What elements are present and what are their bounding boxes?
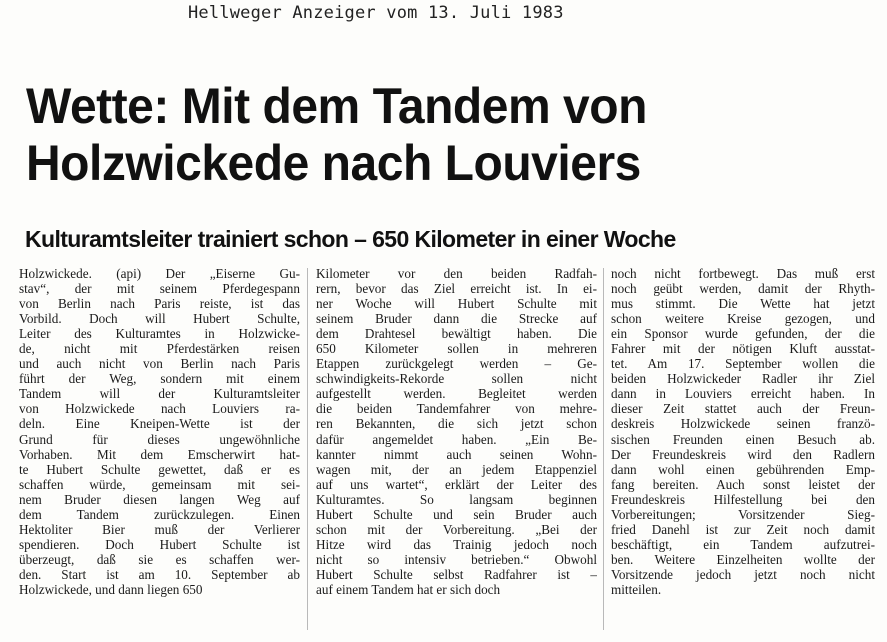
article-line: Hitze wird das Trainig jedoch noch [316,536,597,552]
article-line: seinem Bruder dann die Strecke auf [316,311,597,327]
article-line: schaffen würde, gemeinsam mit sei- [19,476,300,492]
article-column-1 [19,266,300,597]
source-caption: Hellweger Anzeiger vom 13. Juli 1983 [188,3,564,23]
article-line: Fahrer mit der nötigen Kluft ausstat- [611,341,875,357]
article-line: Vorbereitungen; Vorsitzender Sieg- [611,506,875,522]
article-line: fang bereiten. Auch sonst leistet der [611,476,875,492]
article-line: nicht so intensiv betrieben.“ Obwohl [316,551,597,567]
article-line: auf einem Tandem hat er sich doch [316,581,501,597]
article-line: Vorhaben. Mit dem Emscherwirt hat- [19,446,300,462]
article-line: von Holzwickede nach Louviers ra- [19,401,300,417]
article-line: Kulturamtes. So langsam beginnen [316,491,597,507]
article-line: Hektoliter Bier muß der Verlierer [19,521,300,537]
headline-line: Wette: Mit dem Tandem von [26,78,647,134]
article-line: Holzwickede. (api) Der „Eiserne Gu- [19,266,300,281]
article-line: sischen Freunden einen Besuch ab. [611,431,875,447]
article-line: Kilometer vor den beiden Radfah- [316,266,597,281]
article-line: schwindigkeits-Rekorde sollen nicht [316,371,597,387]
article-line: dem Drahtesel bewältigt haben. Die [316,326,597,342]
article-line: dann in Louviers erreicht haben. In [611,386,875,402]
article-line: mus stimmt. Die Wette hat jetzt [611,296,875,312]
article-line: stav“, der mit seinem Pferdegespann [19,281,300,297]
article-line: tet. Am 17. September wollen die [611,356,875,372]
article-line: auf uns wartet“, erklärt der Leiter des [316,476,597,492]
article-line: die beiden Tandemfahrer von mehre- [316,401,597,417]
article-line: mitteilen. [611,581,662,597]
headline [26,78,842,192]
article-line: Freundeskreis Hilfestellung bei den [611,491,875,507]
article-line: Hubert Schulte und sein Bruder auch [316,506,597,522]
article-line: kannter nimmt auch seinen Wohn- [316,446,597,462]
article-line: ner Woche will Hubert Schulte mit [316,296,597,312]
article-line: aufgestellt werden. Begleitet werden [316,386,597,402]
article-line: te Hubert Schulte gewettet, daß er es [19,461,300,477]
article-line: Tandem will der Kulturamtsleiter [19,386,300,402]
article-line: Grund für dieses ungewöhnliche [19,431,300,447]
article-line: Holzwickede, und dann liegen 650 [19,581,203,597]
article-line: nem Bruder diesen langen Weg auf [19,491,300,507]
article-line: ben. Weitere Einzelheiten wollte der [611,551,875,567]
article-line: von Berlin nach Paris reiste, ist das [19,296,300,312]
article-line: Etappen zurückgelegt werden – Ge- [316,356,597,372]
article-line: deln. Eine Kneipen-Wette ist der [19,416,300,432]
article-line: schon weitere Kreise gezogen, und [611,311,875,327]
headline-line: Holzwickede nach Louviers [26,135,641,191]
article-line: noch nicht fortbewegt. Das muß erst [611,266,875,281]
column-divider [603,268,604,630]
article-line: Vorbild. Doch will Hubert Schulte, [19,311,300,327]
article-line: ren Bekannten, die sich jetzt schon [316,416,597,432]
article-column-2 [316,266,597,597]
column-divider [307,268,308,630]
article-column-3 [611,266,875,597]
article-line: überzeugt, daß sie es schaffen wer- [19,551,300,567]
article-line: ein Sponsor wurde gefunden, der die [611,326,875,342]
subheadline: Kulturamtsleiter trainiert schon – 650 Kilometer in einer Woche [25,226,676,252]
article-line: und auch nicht von Berlin nach Paris [19,356,300,372]
article-line: fried Danehl ist zur Zeit noch damit [611,521,875,537]
article-line: rern, bevor das Ziel erreicht ist. In ei- [316,281,597,297]
article-line: Der Freundeskreis wird den Radlern [611,446,875,462]
article-line: dem Tandem zurückzulegen. Einen [19,506,300,522]
article-line: Vorsitzende jedoch jetzt noch nicht [611,566,875,582]
article-line: de, nicht mit Pferdestärken reisen [19,341,300,357]
article-line: wagen mit, der an jedem Etappenziel [316,461,597,477]
article-line: spendieren. Doch Hubert Schulte ist [19,536,300,552]
article-line: dann wohl einen gebührenden Emp- [611,461,875,477]
article-line: Hubert Schulte selbst Radfahrer ist – [316,566,597,582]
article-line: dieser Zeit stattet auch der Freun- [611,401,875,417]
article-line: deskreis Holzwickede seinen franzö- [611,416,875,432]
article-line: Leiter des Kulturamtes in Holzwicke- [19,326,300,342]
article-line: noch geübt werden, damit der Rhyth- [611,281,875,297]
article-line: 650 Kilometer sollen in mehreren [316,341,597,357]
article-line: schon mit der Vorbereitung. „Bei der [316,521,597,537]
article-line: führt der Weg, sondern mit einem [19,371,300,387]
article-line: den. Start ist am 10. September ab [19,566,300,582]
article-line: beiden Holzwickeder Radler ihr Ziel [611,371,875,387]
article-line: dafür angemeldet haben. „Ein Be- [316,431,597,447]
article-line: beschäftigt, ein Tandem aufzutrei- [611,536,875,552]
